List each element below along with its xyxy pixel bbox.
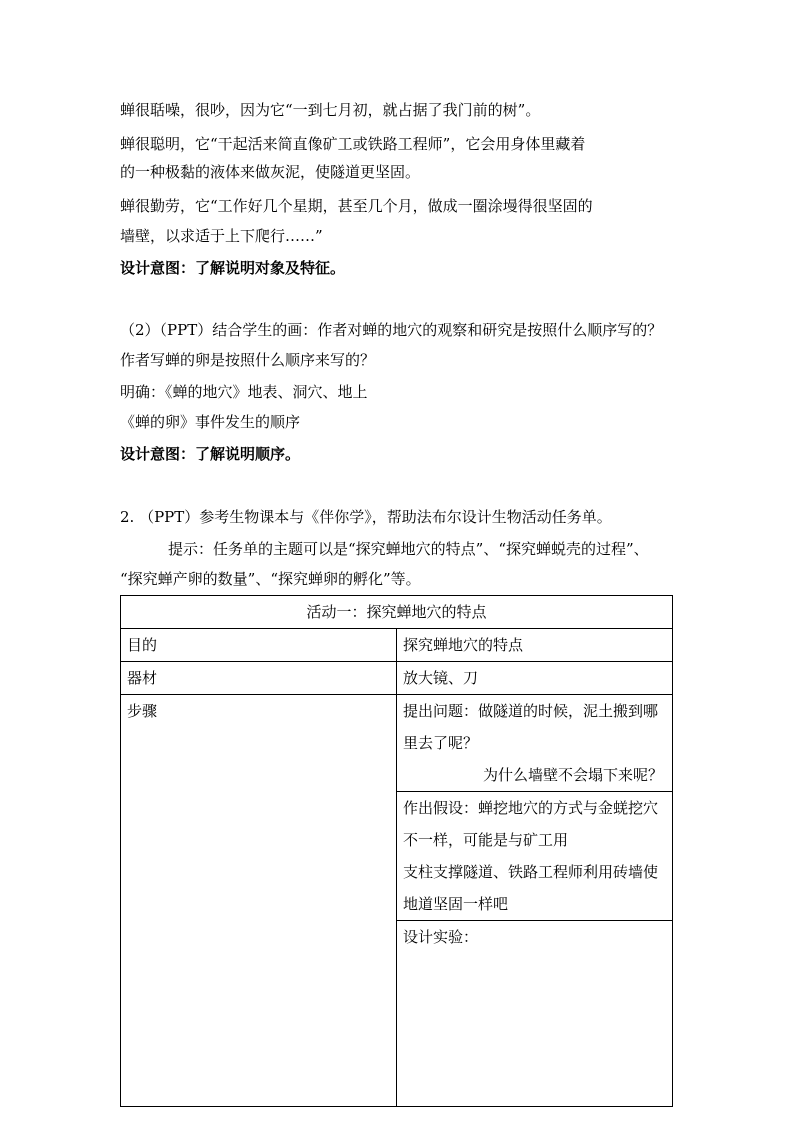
design-intent-1: 设计意图：了解说明对象及特征。 (120, 259, 346, 277)
hint-line1: 提示：任务单的主题可以是“探究蝉地穴的特点”、“探究蝉蜕壳的过程”、 (168, 540, 649, 558)
equipment-value: 放大镜、刀 (397, 662, 673, 695)
table-title: 活动一：探究蝉地穴的特点 (121, 596, 673, 629)
question-cell (397, 695, 673, 792)
paragraph-diligent-line1: 蝉很勤劳，它“工作好几个星期，甚至几个月，做成一圈涂墁得很坚固的 (120, 197, 593, 215)
experiment-label: 设计实验： (403, 928, 479, 946)
question-2-line2: 作者写蝉的卵是按照什么顺序来写的？ (120, 351, 376, 369)
clarify-line1: 明确：《蝉的地穴》地表、洞穴、地上 (120, 383, 368, 401)
paragraph-diligent-line2: 墙壁，以求适于上下爬行……” (120, 227, 323, 245)
clarify-line2: 《蝉的卵》事件发生的顺序 (120, 413, 301, 431)
hypothesis-line1: 作出假设：蝉挖地穴的方式与金蜣挖穴不一样，可能是与矿工用 (403, 799, 659, 849)
hypothesis-cell (397, 792, 673, 921)
hint-line2: “探究蝉产卵的数量”、“探究蝉卵的孵化”等。 (120, 570, 421, 588)
equipment-label: 器材 (121, 662, 397, 695)
experiment-cell (397, 921, 673, 1107)
question-line2: 为什么墙壁不会塌下来呢？ (483, 766, 664, 784)
design-intent-2: 设计意图：了解说明顺序。 (120, 445, 301, 463)
question-line1: 提出问题：做隧道的时候，泥土搬到哪里去了呢？ (403, 702, 659, 752)
purpose-label: 目的 (121, 629, 397, 662)
question-2-line1: （2）（PPT）结合学生的画：作者对蝉的地穴的观察和研究是按照什么顺序写的？ (120, 321, 663, 339)
steps-label: 步骤 (121, 695, 397, 1107)
purpose-value: 探究蝉地穴的特点 (397, 629, 673, 662)
paragraph-smart-line1: 蝉很聪明，它“干起活来简直像矿工或铁路工程师”，它会用身体里藏着 (120, 135, 586, 153)
item-2-instruction: 2. （PPT）参考生物课本与《伴你学》，帮助法布尔设计生物活动任务单。 (120, 508, 612, 526)
hypothesis-line2: 支柱支撑隧道、铁路工程师利用砖墙使地道坚固一样吧 (403, 863, 659, 913)
paragraph-noisy: 蝉很聒噪，很吵，因为它“一到七月初，就占据了我门前的树”。 (120, 101, 541, 119)
paragraph-smart-line2: 的一种极黏的液体来做灰泥，使隧道更坚固。 (120, 163, 421, 181)
activity-task-table (120, 595, 673, 1107)
